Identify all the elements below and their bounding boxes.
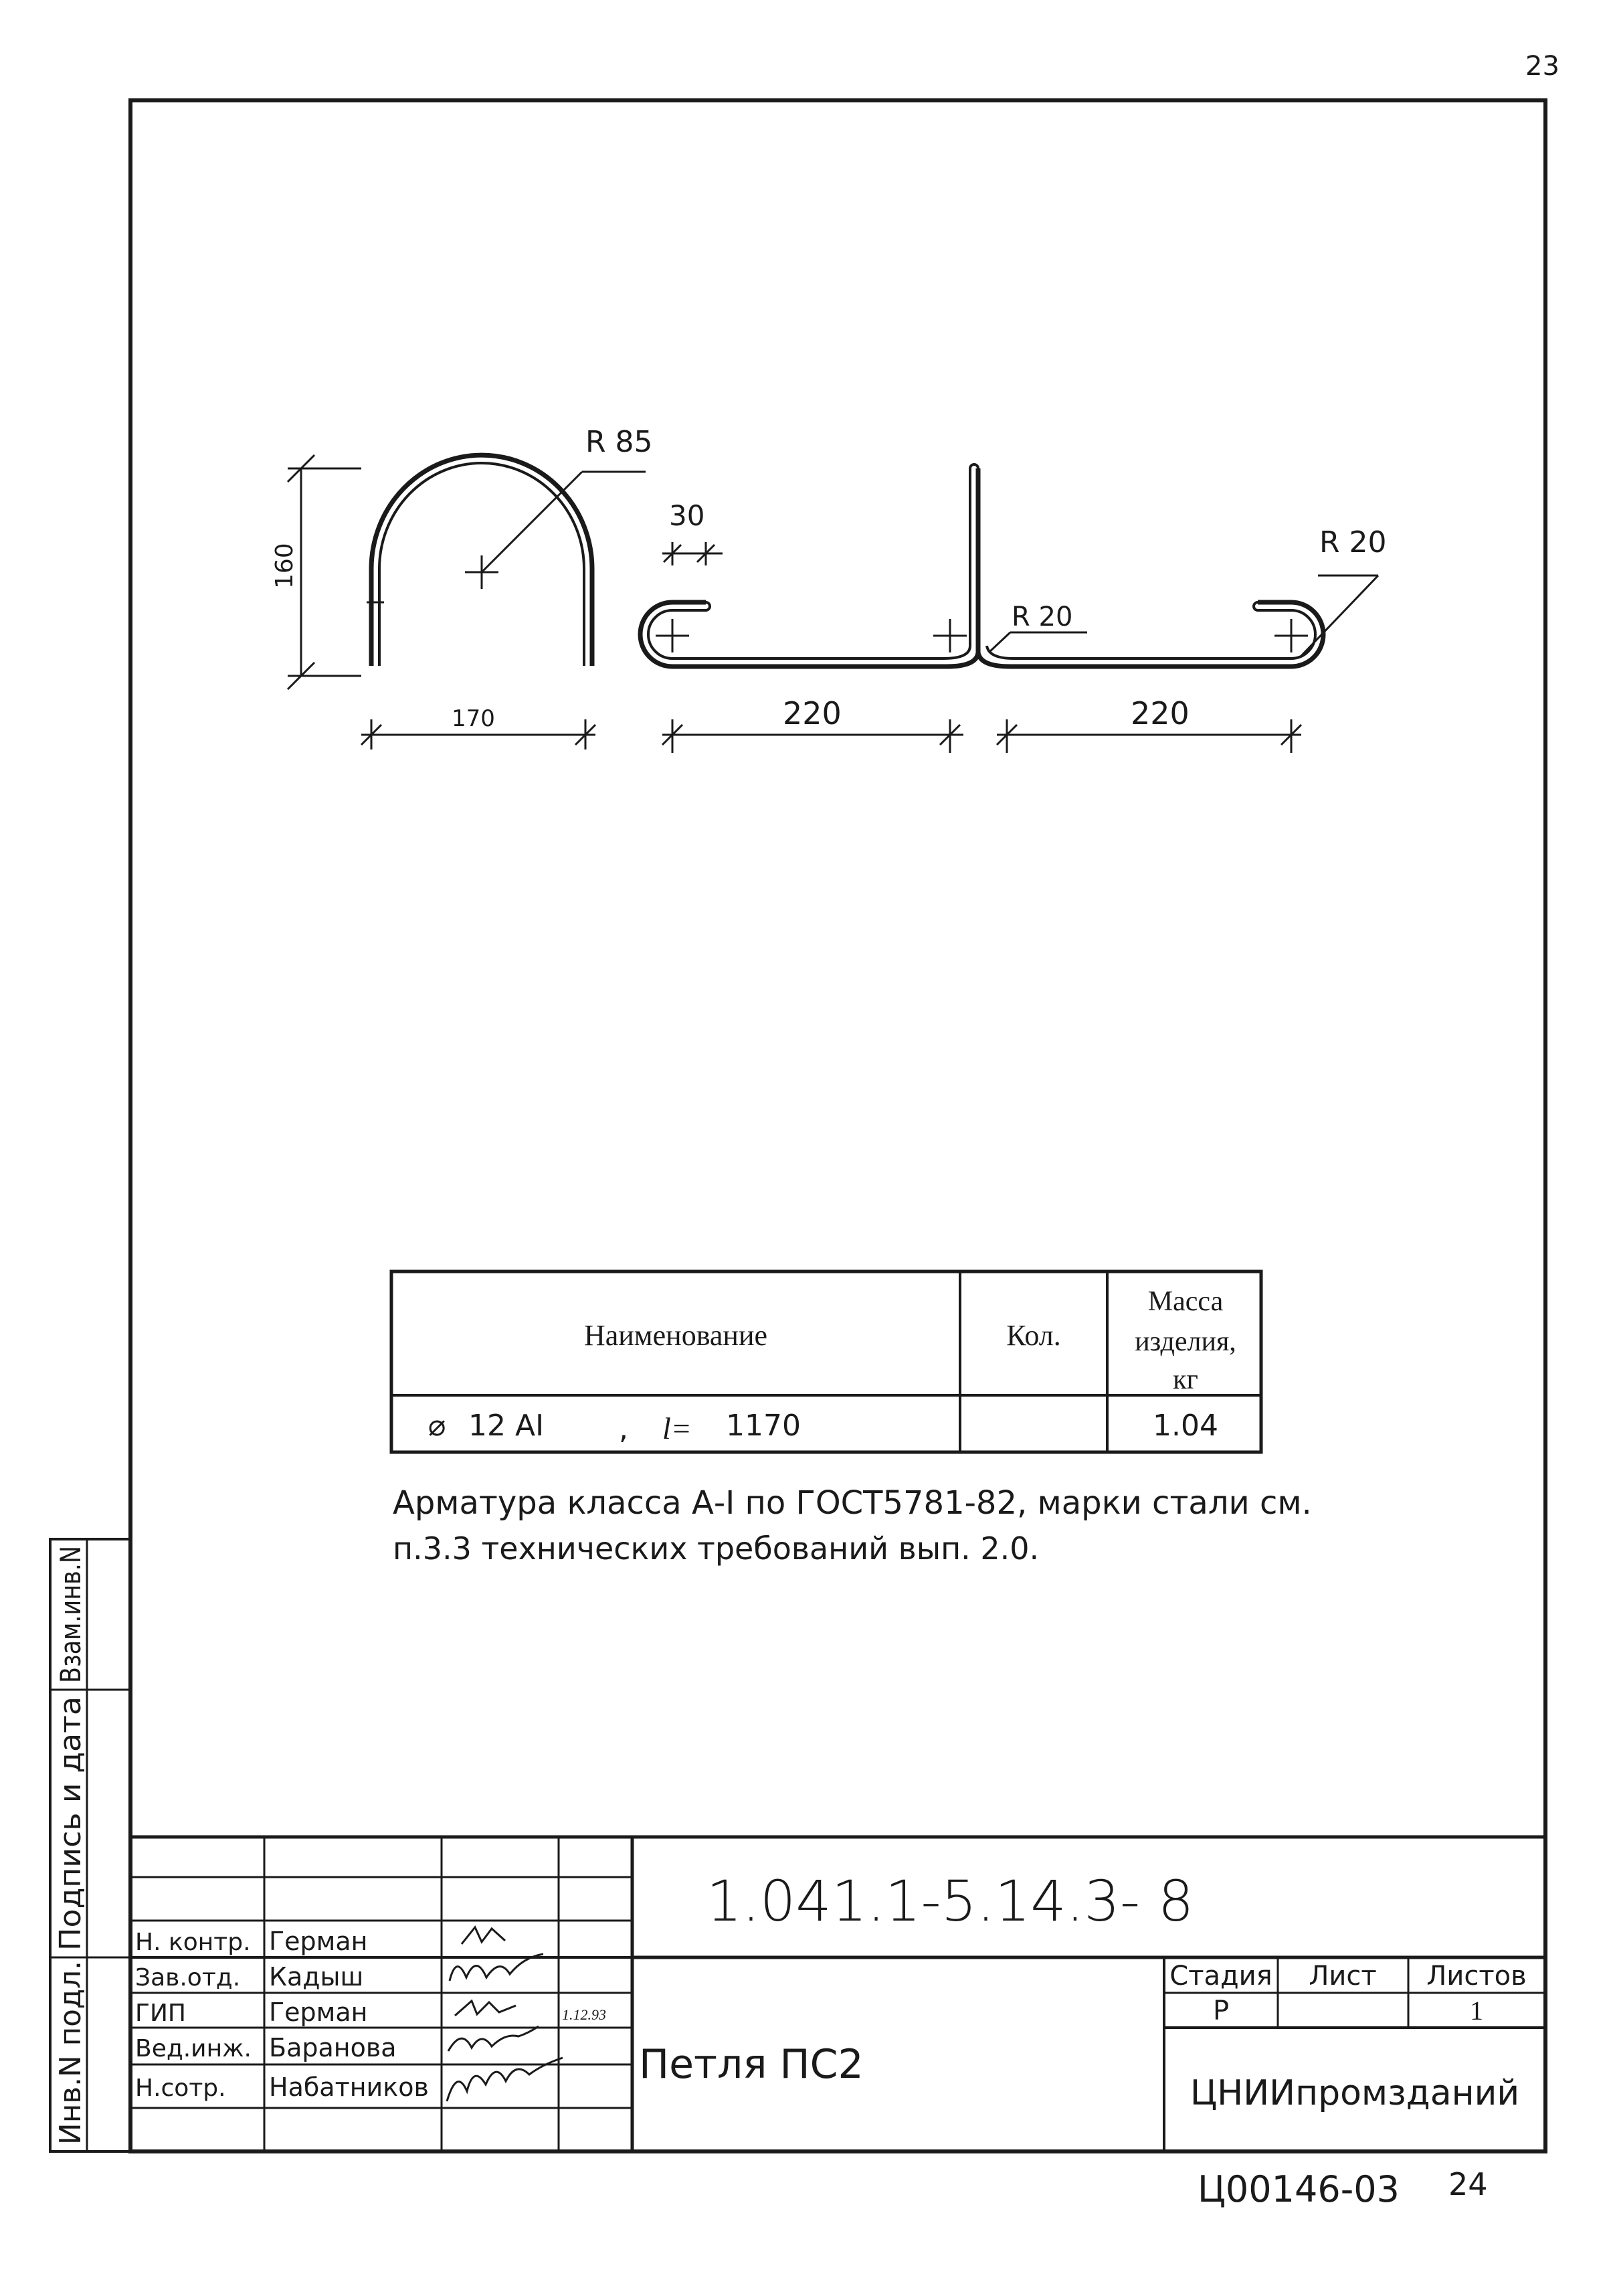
role-name: Герман (269, 1927, 368, 1956)
stage-value: Р (1212, 1996, 1230, 2026)
radius-leader-mid (989, 632, 1010, 652)
strip-podpis: Подпись и дата (54, 1706, 88, 1951)
dim-left-leg-label: 220 (783, 695, 842, 731)
header-mass-3: кг (1173, 1364, 1198, 1395)
radius-leader-right (1301, 576, 1378, 656)
title-block (130, 1837, 1545, 2151)
dim-hook-label: 30 (669, 499, 705, 532)
loop-drawing (271, 425, 1387, 753)
row-diameter-symbol: ⌀ (428, 1409, 446, 1443)
role-name: Кадыш (269, 1962, 364, 1992)
role-row-2 (135, 1954, 543, 1992)
role-name: Баранова (269, 2033, 397, 2062)
dim-height-label: 160 (271, 543, 298, 589)
dim-width-loop-label: 170 (452, 705, 495, 732)
designation: 1.041.1-5.14.3- 8 (706, 1868, 1194, 1934)
radius-label-mid: R 20 (1012, 602, 1073, 632)
drawing-title: Петля ПС2 (639, 2041, 864, 2088)
header-mass-2: изделия, (1135, 1326, 1236, 1357)
role-row-3 (135, 1998, 606, 2027)
spec-table (391, 1271, 1261, 1452)
role-name: Набатников (269, 2072, 429, 2102)
sheets-label: Листов (1426, 1961, 1527, 1992)
signature-mark (448, 2026, 539, 2051)
strip-inv-podl: Инв.N подл. (54, 1959, 88, 2145)
row-sep: , (619, 1412, 628, 1446)
row-length-label: l= (662, 1411, 692, 1445)
header-name: Наименование (583, 1319, 768, 1352)
row-mass: 1.04 (1153, 1409, 1218, 1443)
dim-right-leg-label: 220 (1131, 695, 1190, 731)
role-date: 1.12.93 (562, 2006, 606, 2023)
row-bar: 12 АI (468, 1409, 545, 1443)
role-label: Зав.отд. (135, 1964, 241, 1992)
header-mass-1: Масса (1147, 1286, 1224, 1317)
stamp-number: 24 (1448, 2166, 1488, 2202)
signature-mark (462, 1927, 505, 1944)
note-line-2: п.3.3 технических требований вып. 2.0. (393, 1530, 1040, 1567)
stamp-code: Ц00146-03 (1198, 2168, 1400, 2210)
sheets-value: 1 (1470, 1996, 1483, 2026)
stage-label: Стадия (1169, 1961, 1272, 1992)
role-row-4 (135, 2026, 539, 2062)
row-length-value: 1170 (726, 1409, 801, 1443)
sheet-label: Лист (1309, 1961, 1377, 1992)
role-label: ГИП (135, 2000, 186, 2027)
signature-mark (455, 2001, 516, 2016)
strip-vzam: Взам.инв.N (54, 1518, 87, 1683)
organization: ЦНИИпромзданий (1190, 2073, 1520, 2113)
note-line-1: Арматура класса А-I по ГОСТ5781-82, марки стали см. (393, 1484, 1312, 1522)
radius-leader-large (482, 472, 582, 572)
role-name: Герман (269, 1998, 368, 2027)
side-strip (50, 1518, 130, 2151)
profile-left-leg-outer (640, 468, 978, 667)
role-row-1 (135, 1927, 505, 1956)
role-label: Н.сотр. (135, 2074, 226, 2102)
header-qty: Кол. (1006, 1319, 1061, 1352)
role-label: Вед.инж. (135, 2035, 252, 2062)
page-number: 23 (1525, 51, 1559, 82)
radius-label-large: R 85 (585, 425, 653, 459)
profile-left-leg-inner (648, 468, 970, 658)
radius-label-right: R 20 (1319, 525, 1387, 559)
role-label: Н. контр. (135, 1929, 251, 1956)
sheet-frame (130, 100, 1545, 2151)
